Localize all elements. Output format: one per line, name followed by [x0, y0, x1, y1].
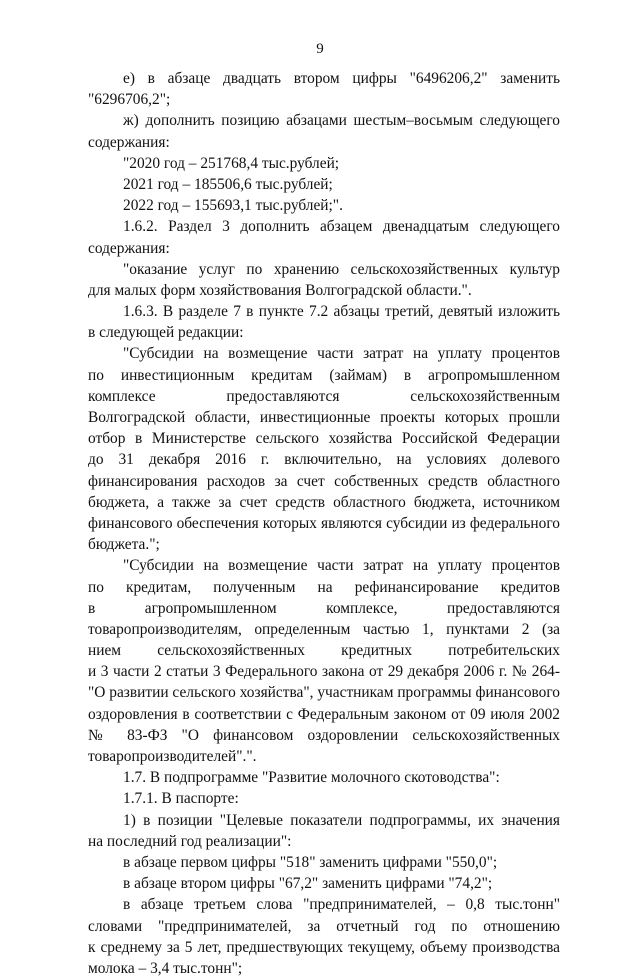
text-line: содержания:	[88, 133, 170, 151]
text-line: ж) дополнить позицию абзацами шестым–восьмым следующего	[123, 112, 560, 130]
text-line: "оказание услуг по хранению сельскохозяйственных культур	[123, 260, 560, 278]
text-line: 2022 год – 155693,1 тыс.рублей;".	[123, 197, 343, 215]
text-line: в агропромышленном комплексе, предоставляются	[88, 599, 560, 617]
text-line: "2020 год – 251768,4 тыс.рублей;	[123, 154, 340, 172]
text-line: 1.6.3. В разделе 7 в пункте 7.2 абзацы третий, девятый изложить	[123, 303, 560, 321]
text-line: 1.7.1. В паспорте:	[123, 790, 239, 808]
page-number: 9	[316, 41, 324, 57]
text-line: в абзаце третьем слова "предпринимателей, – 0,8 тыс.тонн"	[123, 896, 560, 914]
text-line: бюджета.";	[88, 536, 160, 554]
text-line: 2021 год – 185506,6 тыс.рублей;	[123, 175, 333, 193]
text-line: 1.6.2. Раздел 3 дополнить абзацем двенадцатым следующего	[123, 218, 560, 236]
text-line: 1) в позиции "Целевые показатели подпрограммы, их значения	[123, 811, 560, 829]
text-line: по инвестиционным кредитам (займам) в агропромышленном	[88, 366, 560, 384]
text-line: по кредитам, полученным на рефинансирование кредитов	[88, 578, 560, 596]
text-line: бюджета, а также за счет средств областного бюджета, источником	[88, 493, 560, 511]
text-line: Волгоградской области, инвестиционные проекты которых прошли	[88, 409, 560, 426]
text-line: отбор в Министерстве сельского хозяйства Российской Федерации	[88, 430, 560, 448]
text-line: "Субсидии на возмещение части затрат на уплату процентов	[123, 345, 560, 363]
text-line: 1.7. В подпрограмме "Развитие молочного скотоводства":	[123, 769, 500, 787]
text-line: комплексе предоставляются сельскохозяйственным	[88, 387, 560, 405]
text-line: на последний год реализации":	[88, 832, 292, 850]
text-line: в следующей редакции:	[88, 324, 244, 342]
text-line: финансового обеспечения которых являются субсидии из федерального	[88, 514, 560, 532]
text-line: товаропроизводителям, определенным частью 1, пунктами 2 (за	[88, 620, 560, 638]
text-line: до 31 декабря 2016 г. включительно, на условиях долевого	[88, 451, 560, 469]
text-line: словами "предпринимателей, за отчетный год по отношению	[88, 917, 560, 935]
text-line: финансирования расходов за счет собственных средств областного	[88, 472, 560, 490]
text-line: молока – 3,4 тыс.тонн";	[88, 959, 243, 977]
text-line: для малых форм хозяйствования Волгоградской области.".	[88, 281, 472, 299]
text-line: в абзаце втором цифры "67,2" заменить цифрами "74,2";	[123, 875, 493, 893]
text-line: к среднему за 5 лет, предшествующих текущему, объему производства	[88, 938, 560, 956]
text-line: содержания:	[88, 239, 170, 257]
text-line: е) в абзаце двадцать втором цифры "6496206,2" заменить	[123, 70, 560, 87]
text-line: в абзаце первом цифры "518" заменить цифрами "550,0";	[123, 853, 498, 871]
text-line: оздоровления в соответствии с Федеральным законом от 09 июля 2002	[88, 705, 560, 723]
text-line: нием сельскохозяйственных кредитных потребительских	[88, 642, 560, 660]
text-line: № 83-ФЗ "О финансовом оздоровлении сельскохозяйственных	[88, 726, 560, 744]
text-line: и 3 части 2 статьи 3 Федерального закона от 29 декабря 2006 г. № 264-	[88, 663, 560, 681]
text-line: товаропроизводителей".".	[88, 748, 257, 765]
text-line: "Субсидии на возмещение части затрат на уплату процентов	[123, 557, 560, 575]
text-line: "О развитии сельского хозяйства", участникам программы финансового	[88, 684, 560, 702]
document-body	[88, 68, 560, 979]
text-line: "6296706,2";	[88, 91, 171, 109]
